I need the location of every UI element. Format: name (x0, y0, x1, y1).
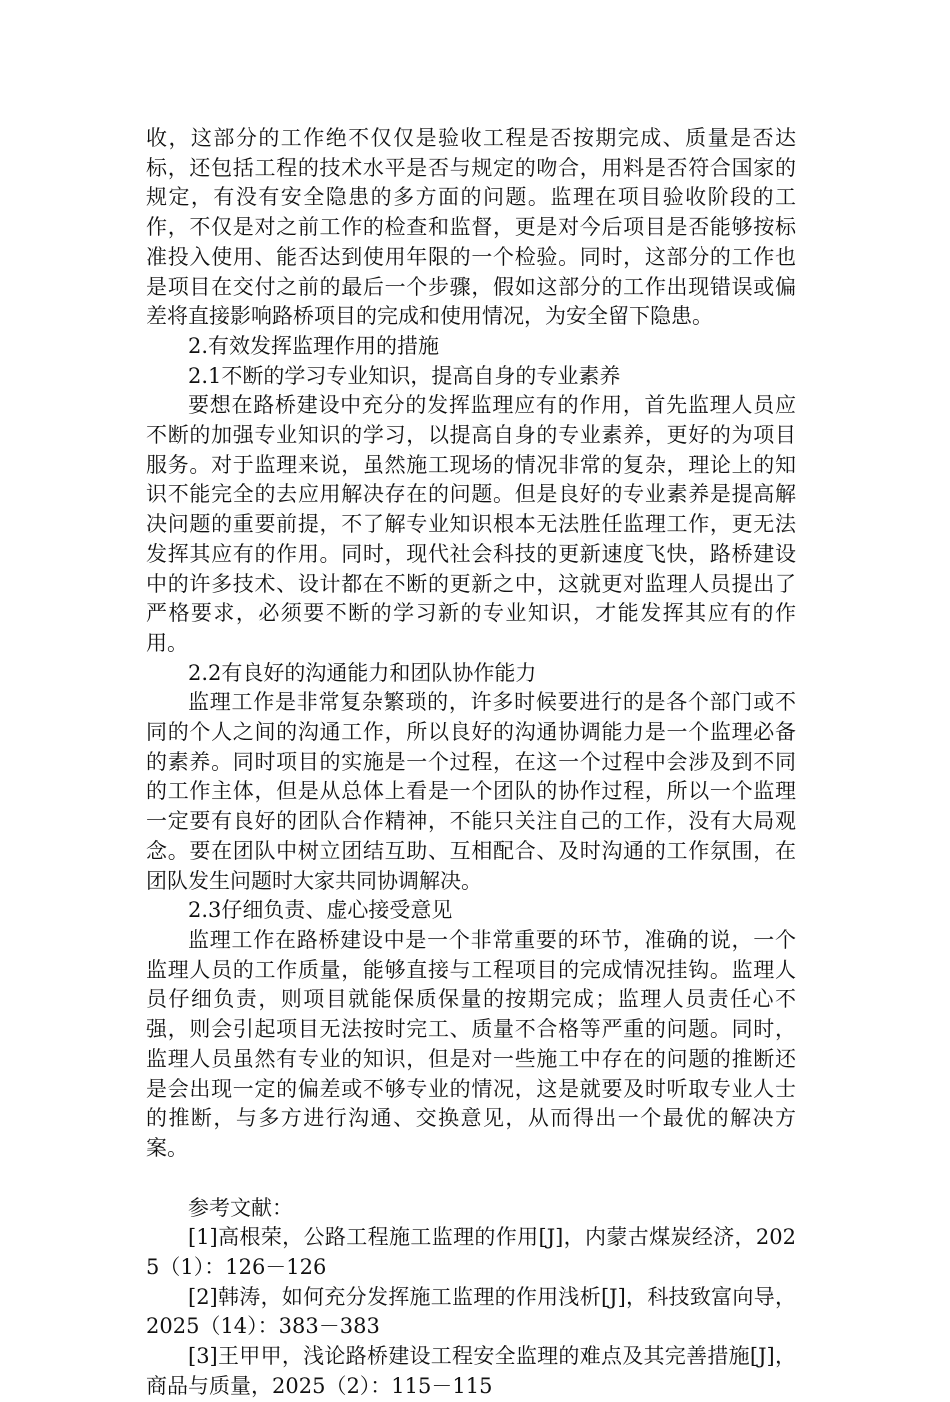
section-2-1-body: 要想在路桥建设中充分的发挥监理应有的作用，首先监理人员应不断的加强专业知识的学习，以提高自身的专业素养，更好的为项目服务。对于监理来说，虽然施工现场的情况非常的复杂，理论上的知识不能完全的去应用解决存在的问题。但是良好的专业素养是提高解决问题的重要前提，不了解专业知识根本无法胜任监理工作，更无法发挥其应有的作用。同时，现代社会科技的更新速度飞快，路桥建设中的许多技术、设计都在不断的更新之中，这就更对监理人员提出了严格要求，必须要不断的学习新的专业知识，才能发挥其应有的作用。 (146, 393, 796, 655)
section-2-3-body: 监理工作在路桥建设中是一个非常重要的环节，准确的说，一个监理人员的工作质量，能够直接与工程项目的完成情况挂钩。监理人员仔细负责，则项目就能保质保量的按期完成；监理人员责任心不强，则会引起项目无法按时完工、质量不合格等严重的问题。同时，监理人员虽然有专业的知识，但是对一些施工中存在的问题的推断还是会出现一定的偏差或不够专业的情况，这是就要及时听取专业人士的推断，与多方进行沟通、交换意见，从而得出一个最优的解决方案。 (146, 927, 796, 1160)
section-2-3-heading: 2.3仔细负责、虚心接受意见 (188, 898, 453, 923)
reference-item: [1]高根荣，公路工程施工监理的作用[J]，内蒙古煤炭经济，2025（1）：126－126 (146, 1225, 796, 1280)
references-list (146, 1223, 796, 1401)
section-2-heading: 2.有效发挥监理作用的措施 (188, 333, 440, 358)
references-title: 参考文献： (188, 1195, 293, 1220)
section-2-2-heading: 2.2有良好的沟通能力和团队协作能力 (188, 660, 537, 685)
section-2-2-body: 监理工作是非常复杂繁琐的，许多时候要进行的是各个部门或不同的个人之间的沟通工作，所以良好的沟通协调能力是一个监理必备的素养。同时项目的实施是一个过程，在这一个过程中会涉及到不同的工作主体，但是从总体上看是一个团队的协作过程，所以一个监理一定要有良好的团队合作精神，不能只关注自己的工作，没有大局观念。要在团队中树立团结互助、互相配合、及时沟通的工作氛围，在团队发生问题时大家共同协调解决。 (146, 690, 796, 893)
section-2-1-heading: 2.1不断的学习专业知识，提高自身的专业素养 (188, 363, 621, 388)
reference-item: [3]王甲甲，浅论路桥建设工程安全监理的难点及其完善措施[J]，商品与质量，2025（2）：115－115 (146, 1344, 796, 1398)
intro-paragraph: 收，这部分的工作绝不仅仅是验收工程是否按期完成、质量是否达标，还包括工程的技术水平是否与规定的吻合，用料是否符合国家的规定，有没有安全隐患的多方面的问题。监理在项目验收阶段的工作，不仅是对之前工作的检查和监督，更是对今后项目是否能够按标准投入使用、能否达到使用年限的一个检验。同时，这部分的工作也是项目在交付之前的最后一个步骤，假如这部分的工作出现错误或偏差将直接影响路桥项目的完成和使用情况，为安全留下隐患。 (146, 126, 796, 329)
section-spacer (146, 1164, 796, 1194)
reference-item: [2]韩涛，如何充分发挥施工监理的作用浅析[J]，科技致富向导，2025（14）：383－383 (146, 1284, 796, 1339)
document-page (146, 124, 796, 1402)
